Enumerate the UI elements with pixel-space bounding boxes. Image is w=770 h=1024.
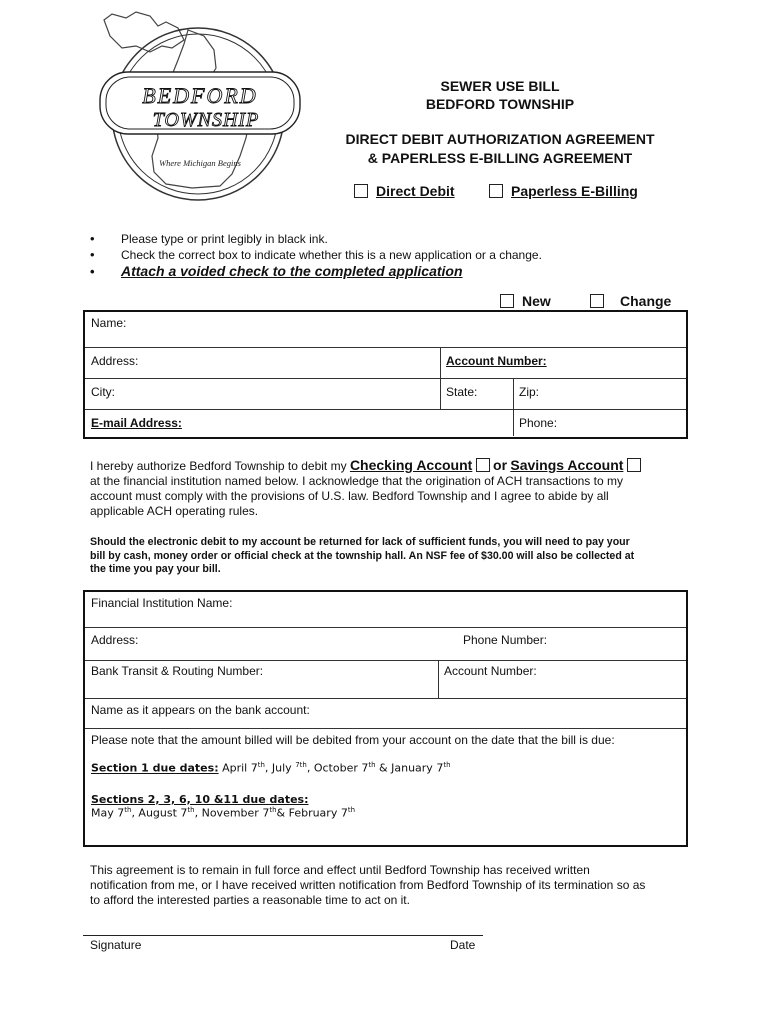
bank-phone-field[interactable]: Phone Number: <box>463 633 548 647</box>
direct-debit-label: Direct Debit <box>376 183 455 199</box>
logo-line1: BEDFORD <box>142 83 258 108</box>
title-line1: SEWER USE BILL <box>440 78 560 94</box>
account-number-field[interactable]: Account Number: <box>446 354 547 368</box>
city-row <box>85 378 686 410</box>
city-field[interactable]: City: <box>91 385 115 399</box>
name-field[interactable]: Name: <box>91 316 127 330</box>
institution-name-field[interactable]: Financial Institution Name: <box>91 596 233 610</box>
phone-field[interactable]: Phone: <box>519 416 558 430</box>
routing-number-field[interactable]: Bank Transit & Routing Number: <box>91 664 264 678</box>
checking-account-label: Checking Account <box>349 457 473 473</box>
signature-line[interactable] <box>83 935 483 936</box>
bank-address-field[interactable]: Address: <box>91 633 139 647</box>
signature-label: Signature <box>90 938 142 952</box>
logo-tagline: Where Michigan Begins <box>159 158 241 168</box>
new-label: New <box>522 293 551 309</box>
change-label: Change <box>620 293 672 309</box>
new-checkbox[interactable] <box>500 294 514 308</box>
title-line2: BEDFORD TOWNSHIP <box>425 96 575 112</box>
name-on-account-field[interactable]: Name as it appears on the bank account: <box>91 703 310 717</box>
institution-row <box>85 592 686 628</box>
address-row <box>85 347 686 379</box>
address-field[interactable]: Address: <box>91 354 139 368</box>
paperless-option[interactable] <box>489 183 638 199</box>
email-row <box>85 409 686 436</box>
section-1-due-dates: Section 1 due dates: April 7th, July $^{7th}$, October 7th & January 7th <box>91 761 451 775</box>
change-option[interactable] <box>590 293 671 309</box>
paperless-checkbox[interactable] <box>489 184 503 198</box>
paperless-label: Paperless E-Billing <box>511 183 638 199</box>
title-line4: & PAPERLESS E-BILLING AGREEMENT <box>367 150 633 166</box>
checking-account-checkbox[interactable] <box>476 458 490 472</box>
bedford-township-logo <box>92 6 312 206</box>
authorization-paragraph: I hereby authorize Bedford Township to debit my Checking Account or Savings Account at the financial institution named below. I acknowledge that the origination of ACH transactions to my account must comply with the provisions of U.S. law. Bedford Township and I agree to abide by all applicable ACH operating rules. <box>90 458 690 519</box>
name-on-account-row <box>85 698 686 729</box>
direct-debit-option[interactable] <box>354 183 455 199</box>
bank-info-box <box>83 590 688 847</box>
date-label: Date <box>450 938 476 952</box>
due-dates-section <box>85 728 686 845</box>
logo-line2: TOWNSHIP <box>152 109 260 131</box>
email-field[interactable]: E-mail Address: <box>91 416 182 430</box>
bank-address-row <box>85 627 686 661</box>
savings-account-label: Savings Account <box>510 457 624 473</box>
direct-debit-checkbox[interactable] <box>354 184 368 198</box>
bullet-2: • Check the correct box to indicate whether this is a new application or a change. <box>90 247 542 262</box>
debit-note: Please note that the amount billed will be debited from your account on the date that the bill is due: <box>91 733 615 747</box>
bank-account-number-field[interactable]: Account Number: <box>444 664 537 678</box>
new-option[interactable] <box>500 293 551 309</box>
title-line3: DIRECT DEBIT AUTHORIZATION AGREEMENT <box>345 131 655 147</box>
zip-field[interactable]: Zip: <box>519 385 540 399</box>
agreement-paragraph: This agreement is to remain in full force and effect until Bedford Township has received written notification from me, or I have received written notification from Bedford Township of its termination so as to afford the interested parties a reasonable time to act on it. <box>90 863 646 907</box>
routing-row <box>85 660 686 699</box>
state-field[interactable]: State: <box>446 385 478 399</box>
bullet-1: • Please type or print legibly in black ink. <box>90 231 328 246</box>
section-2-label: Sections 2, 3, 6, 10 &11 due dates: <box>91 792 309 806</box>
section-2-due-dates: May 7th, August 7th, November 7th& February 7th <box>91 805 356 820</box>
nsf-paragraph: Should the electronic debit to my account be returned for lack of sufficient funds, you will need to pay your bill by cash, money order or official check at the township hall. An NSF fee of $30.00 will also be collected at the time you pay your bill. <box>90 536 635 575</box>
savings-account-checkbox[interactable] <box>627 458 641 472</box>
name-row <box>85 312 686 348</box>
bullet-3: • Attach a voided check to the completed application <box>90 263 463 279</box>
change-checkbox[interactable] <box>590 294 604 308</box>
customer-info-box <box>83 310 688 439</box>
